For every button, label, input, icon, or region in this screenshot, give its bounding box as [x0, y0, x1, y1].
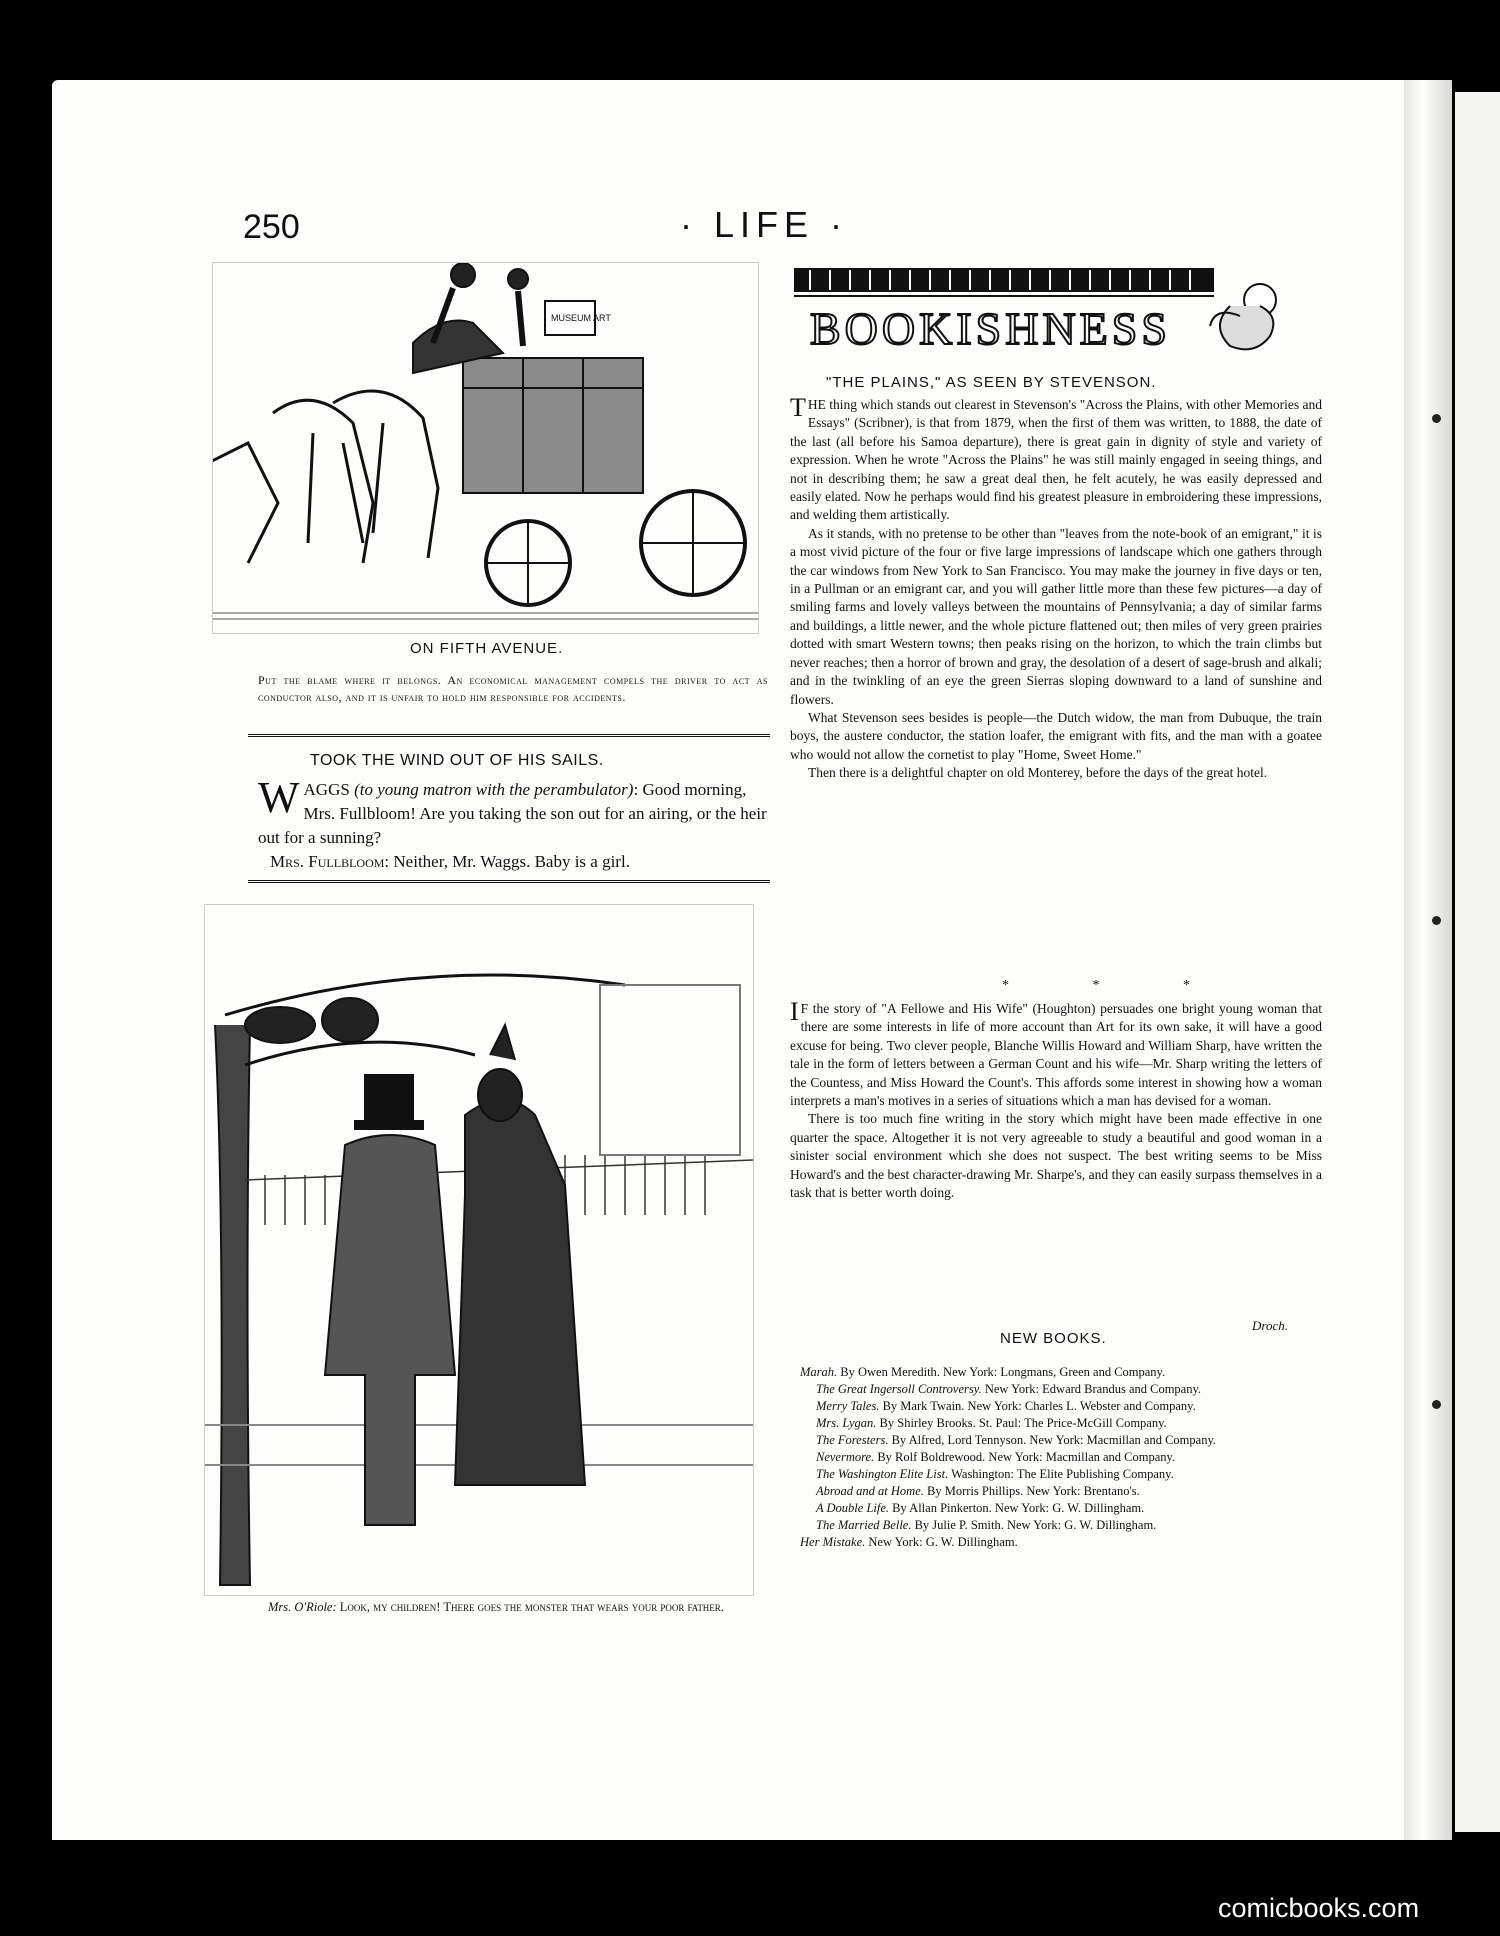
stagecoach-drawing: [213, 263, 758, 633]
book-details: By Mark Twain. New York: Charles L. Webster and Company.: [879, 1399, 1196, 1413]
facing-page-edge: [1452, 92, 1500, 1832]
binding-hole: [1432, 916, 1441, 925]
review2-paragraph: [790, 997, 1322, 1110]
section-stars: * * *: [1002, 978, 1230, 993]
museum-sign-text: MUSEUM ART: [551, 313, 611, 323]
sails-speaker2: Mrs. Fullbloom: [270, 852, 385, 871]
book-entry: [800, 1381, 1326, 1397]
book-details: By Allan Pinkerton. New York: G. W. Dillingham.: [889, 1501, 1145, 1515]
book-title: Mrs. Lygan.: [816, 1416, 877, 1430]
book-entry: [800, 1432, 1326, 1448]
sails-speaker1: AGGS: [303, 780, 350, 799]
book-details: Washington: The Elite Publishing Company.: [948, 1467, 1174, 1481]
watermark-link[interactable]: comicbooks.com: [1218, 1893, 1420, 1923]
book-title: Her Mistake.: [800, 1535, 866, 1549]
book-entry: [800, 1517, 1326, 1533]
cartoon-birds-couple-illustration: [204, 904, 754, 1596]
binding-hole: [1432, 1400, 1441, 1409]
book-entry: [800, 1466, 1326, 1482]
bookishness-title: BOOKISHNESS: [810, 303, 1171, 354]
sails-stage-direction: (to young matron with the perambulator): [354, 780, 634, 799]
sails-heading: TOOK THE WIND OUT OF HIS SAILS.: [310, 752, 604, 769]
book-title: The Washington Elite List.: [816, 1467, 949, 1481]
review1-dropcap: T: [790, 393, 806, 422]
review1-p4: Then there is a delightful chapter on old Monterey, before the days of the great hotel.: [808, 765, 1268, 781]
sails-joke: [258, 773, 770, 874]
cherub-icon: [1210, 284, 1276, 349]
book-entry: [800, 1534, 1326, 1550]
bookishness-banner-art: [790, 266, 1290, 362]
new-books-list: [800, 1364, 1326, 1551]
book-title: The Married Belle.: [816, 1518, 912, 1532]
review2-dropcap: I: [790, 997, 799, 1026]
book-title: Nevermore.: [816, 1450, 875, 1464]
review1-p3: What Stevenson sees besides is people—the Dutch widow, the man from Dubuque, the train boys, the austere conductor, the station loafer, the emigrant with fits, and the man with a goatee who would not allow the cornetist to play "Home, Sweet Home.": [790, 709, 1322, 762]
book-entry: [800, 1500, 1326, 1516]
review1-p1: HE thing which stands out clearest in Stevenson's "Across the Plains, with other Memories and Essays" (Scribner), is that from 1879, when the first of them was written, to 1888, the date of the last (all before his Samoa departure), there is great gain in dignity of style and variety of expression. When he wrote "Across the Plains" he was still mainly engaged in seeing things, and not in describing them; he saw a great deal then, he felt acutely, he was easily depressed and easily elated. Now he perhaps would find his greatest pleasure in embroidering these impressions, and welding them artistically.: [790, 397, 1322, 523]
cartoon1-title: ON FIFTH AVENUE.: [410, 640, 564, 657]
review2-p1: F the story of "A Fellowe and His Wife" (Houghton) persuades one bright young woman that there are some interests in life of more account than Art for its own sake, it will have a good excuse for being. Two clever people, Blanche Willis Howard and William Sharp, have written the tale in the form of letters between a German Count and his wife—Mr. Sharp writing the letters of the Countess, and Miss Howard the Count's. This affords some interest in showing how a woman interprets a man's motives in a series of situations which a man has devised for a woman.: [790, 1001, 1322, 1109]
book-title: The Foresters.: [816, 1433, 889, 1447]
book-entry: [800, 1398, 1326, 1414]
sails-line1: : Good morning, Mrs. Fullbloom! Are you taking the son out for an airing, or the heir out for a sunning?: [258, 780, 767, 847]
page-spine-shadow: [1404, 80, 1452, 1840]
cartoon2-caption: [268, 1598, 768, 1616]
book-details: By Julie P. Smith. New York: G. W. Dillingham.: [911, 1518, 1157, 1532]
book-entry: [800, 1483, 1326, 1499]
book-title: Merry Tales.: [816, 1399, 880, 1413]
book-title: Marah.: [800, 1365, 838, 1379]
book-details: New York: Edward Brandus and Company.: [981, 1382, 1202, 1396]
book-details: By Owen Meredith. New York: Longmans, Green and Company.: [837, 1365, 1166, 1379]
book-details: By Rolf Boldrewood. New York: Macmillan and Company.: [874, 1450, 1176, 1464]
book-title: The Great Ingersoll Controversy.: [816, 1382, 982, 1396]
book-entry: [800, 1415, 1326, 1431]
binding-hole: [1432, 414, 1441, 423]
cartoon-stagecoach-illustration: [212, 262, 759, 634]
review2-body: [790, 997, 1322, 1202]
masthead-life: · LIFE ·: [680, 204, 849, 245]
section-divider: [248, 880, 770, 883]
book-details: New York: G. W. Dillingham.: [865, 1535, 1018, 1549]
bookishness-banner: [790, 266, 1290, 362]
review-signature: Droch.: [1252, 1318, 1288, 1333]
review1-heading: "THE PLAINS," AS SEEN BY STEVENSON.: [826, 374, 1157, 391]
book-details: By Morris Phillips. New York: Brentano's.: [923, 1484, 1140, 1498]
book-entry: [800, 1364, 1326, 1380]
sails-line2: : Neither, Mr. Waggs. Baby is a girl.: [384, 852, 630, 871]
review1-paragraph: [790, 393, 1322, 525]
book-details: By Alfred, Lord Tennyson. New York: Macmillan and Company.: [888, 1433, 1217, 1447]
section-divider: [248, 734, 770, 737]
cartoon2-caption-text: Look, my children! There goes the monster that wears your poor father.: [339, 1600, 724, 1614]
review1-body: [790, 393, 1322, 783]
new-books-heading: NEW BOOKS.: [1000, 1330, 1107, 1347]
review2-p2: There is too much fine writing in the story which might have been made effective in one quarter the space. Altogether it is not very agreeable to study a beautiful and good woman in a sinister social environment which she does not suspect. The best writing seems to be Miss Howard's and the best character-drawing Mr. Sharpe's, and they can easily surpass themselves in a task that is better worth doing.: [790, 1111, 1322, 1201]
book-title: Abroad and at Home.: [816, 1484, 924, 1498]
cartoon1-caption: Put the blame where it belongs. An economical management compels the driver to act as conductor also, and it is unfair to hold him responsible for accidents.: [258, 673, 768, 704]
book-title: A Double Life.: [816, 1501, 890, 1515]
cartoon2-speaker: Mrs. O'Riole:: [268, 1600, 337, 1614]
book-details: By Shirley Brooks. St. Paul: The Price-McGill Company.: [876, 1416, 1167, 1430]
review1-p2: As it stands, with no pretense to be other than "leaves from the note-book of an emigrant," it is a most vivid picture of the four or five large impressions of landscape which one gathers through the car windows from New York to San Francisco. You may make the journey in five days or ten, in a Pullman or an emigrant car, and you will gather little more than these few pictures—a day of smiling farms and lovely valleys between the mountains of Pennsylvania; a day of similar farms and buildings, a little newer, and the whole picture flattened out; then miles of very green prairies dotted with smart Western towns; then peaks rising on the horizon, to which the train climbs but never reaches; then a horror of brown and gray, the desolation of a desert of sage-brush and alkali; and in the twinkling of an eye the green Sierras sloping downward to a land of sunshine and flowers.: [790, 525, 1322, 707]
sails-dropcap: W: [258, 773, 300, 822]
book-entry: [800, 1449, 1326, 1465]
page-number: 250: [243, 208, 300, 246]
couple-drawing: [205, 905, 753, 1595]
